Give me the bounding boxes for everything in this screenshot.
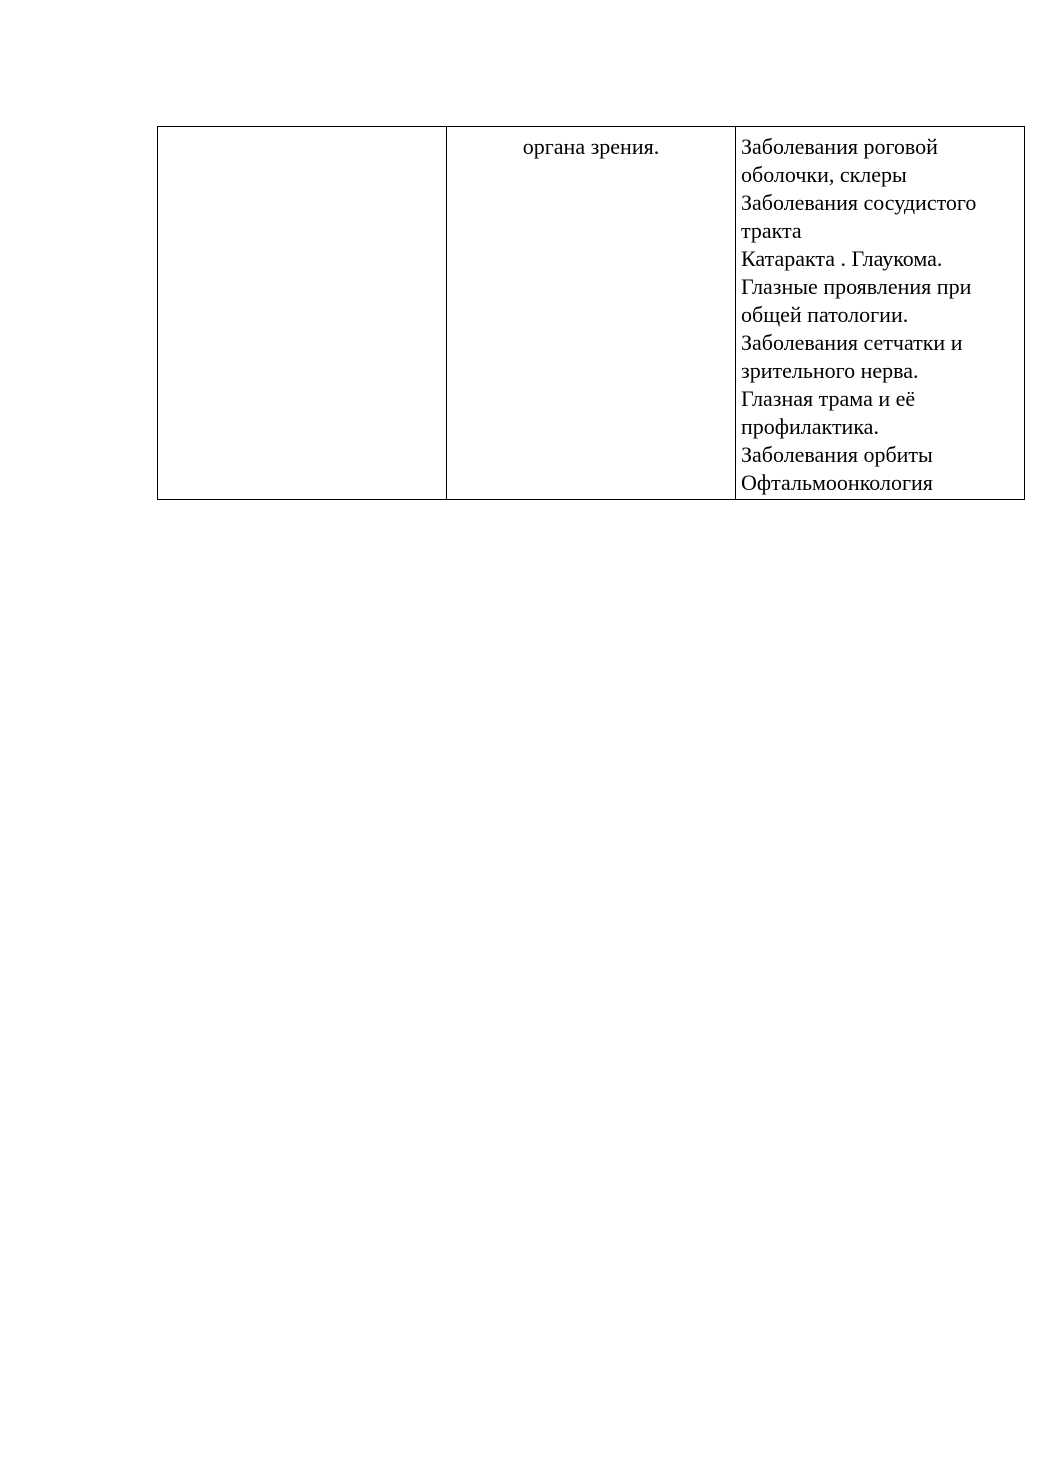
- subtopic-item: Глазная трама и её профилактика.: [741, 386, 916, 439]
- subtopic-item: Катаракта . Глаукома.: [741, 246, 943, 271]
- subtopic-item: Глазные проявления при общей патологии.: [741, 274, 972, 327]
- subtopic-item: Офтальмоонкология: [741, 470, 933, 495]
- table-cell-subtopics: [736, 127, 1025, 500]
- subtopic-item: Заболевания орбиты: [741, 442, 933, 467]
- subtopic-item: Заболевания роговой оболочки, склеры: [741, 134, 938, 187]
- subtopic-item: Заболевания сетчатки и зрительного нерва.: [741, 330, 963, 383]
- table-cell-topic: органа зрения.: [447, 127, 736, 500]
- subtopic-item: Заболевания сосудистого тракта: [741, 190, 977, 243]
- content-table: [157, 126, 1025, 500]
- table-cell-empty: [158, 127, 447, 500]
- table-row: [158, 127, 1025, 500]
